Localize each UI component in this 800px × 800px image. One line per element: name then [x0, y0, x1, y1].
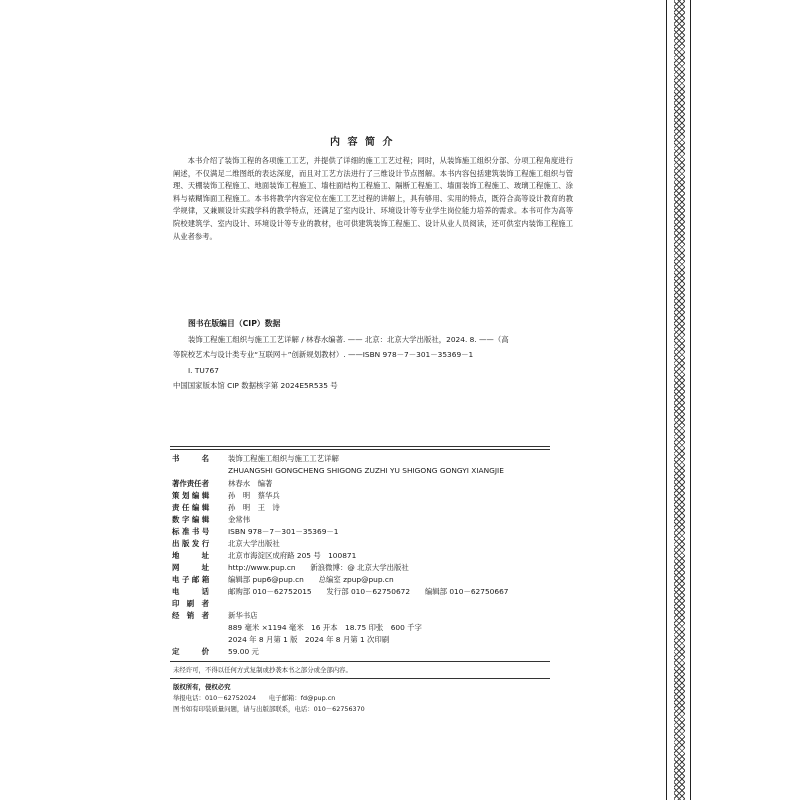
book-value-10: 编辑部 pup6@pup.cn 总编室 zpup@pup.cn [228, 575, 394, 584]
book-label-9: 网 址 [172, 563, 209, 572]
book-value-16: 59.00 元 [228, 647, 259, 656]
book-label-0: 书 名 [172, 454, 209, 463]
book-label-2: 著作责任者 [172, 479, 209, 488]
book-label-16: 定 价 [172, 647, 209, 656]
cip-heading: 图书在版编目（CIP）数据 [188, 319, 281, 328]
book-info-top-rule-thin [170, 449, 550, 450]
book-label-6: 标 准 书 号 [172, 527, 210, 536]
cip-line-3: Ⅰ. TU767 [188, 366, 219, 375]
book-value-11: 邮购部 010－62752015 发行部 010－62750672 编辑部 010－62750667 [228, 587, 509, 596]
book-label-11: 电 话 [172, 587, 209, 596]
book-label-10: 电 子 邮 箱 [172, 575, 210, 584]
book-value-7: 北京大学出版社 [228, 539, 280, 548]
book-value-3: 孙 明 蔡华兵 [228, 491, 280, 500]
page-edge-line-right [690, 0, 691, 800]
book-info-top-rule [170, 446, 550, 447]
book-value-9: http://www.pup.cn 新浪微博：@ 北京大学出版社 [228, 563, 409, 572]
book-value-2: 林春水 编著 [228, 479, 273, 488]
footer-notice: 未经许可，不得以任何方式复制或抄袭本书之部分或全部内容。 [173, 666, 352, 674]
cip-line-1: 装饰工程施工组织与施工工艺详解 / 林春水编著. —— 北京：北京大学出版社，2024. 8. ——（高 [188, 335, 509, 344]
book-label-4: 责 任 编 辑 [172, 503, 210, 512]
book-value-5: 金常伟 [228, 515, 251, 524]
page-edge-hatch [674, 0, 685, 800]
book-label-8: 地 址 [172, 551, 209, 560]
footer-top-rule [170, 661, 550, 662]
intro-title: 内 容 简 介 [330, 137, 395, 148]
intro-paragraph: 本书介绍了装饰工程的各项施工工艺，并提供了详细的施工工艺过程；同时，从装饰施工组织分部、分项工程角度进行阐述，不仅满足二维图纸的表达深度，而且对工艺方法进行了三维设计节点图解。本书内容包括建筑装饰工程施工组织与管理、天棚装饰工程施工、地面装饰工程施工、墙柱面结构工程施工、隔断工程施工、墙面装饰工程施工、玻璃工程施工、涂料与裱糊饰面工程施工。本书将教学内容定位在施工工艺过程的讲解上，具有够用、实用的特点，既符合高等设计教育的教学规律，又兼顾设计实践学科的教学特点，还满足了室内设计、环境设计等专业学生岗位能力培养的需求。本书可作为高等院校建筑学、室内设计、环境设计等专业的教材，也可供建筑装饰工程施工、设计从业人员阅读，还可供室内装饰工程施工从业者参考。 [173, 156, 573, 241]
book-label-7: 出 版 发 行 [172, 539, 210, 548]
cip-line-2: 等院校艺术与设计类专业“互联网＋”创新规划教材）. ——ISBN 978－7－301－35369－1 [173, 350, 474, 359]
book-label-12: 印 刷 者 [172, 599, 209, 608]
book-value-14: 889 毫米 ×1194 毫米 16 开本 18.75 印张 600 千字 [228, 623, 422, 632]
book-value-1: ZHUANGSHI GONGCHENG SHIGONG ZUZHI YU SHIGONG GONGYI XIANGJIE [228, 466, 504, 475]
book-value-6: ISBN 978－7－301－35369－1 [228, 527, 339, 536]
book-value-4: 孙 明 王 诗 [228, 503, 280, 512]
book-value-8: 北京市海淀区成府路 205 号 100871 [228, 551, 357, 560]
footer-mid-rule [170, 678, 550, 679]
book-label-13: 经 销 者 [172, 611, 209, 620]
footer-quality: 图书如有印装质量问题，请与出版部联系，电话：010－62756370 [173, 705, 365, 713]
book-label-5: 数 字 编 辑 [172, 515, 210, 524]
footer-rights: 版权所有，侵权必究 [173, 683, 231, 691]
page-edge-line-left [666, 0, 667, 800]
book-value-0: 装饰工程施工组织与施工工艺详解 [228, 454, 339, 463]
footer-report: 举报电话：010－62752024 电子邮箱：fd@pup.cn [173, 694, 336, 702]
book-value-15: 2024 年 8 月第 1 版 2024 年 8 月第 1 次印刷 [228, 635, 390, 644]
book-label-3: 策 划 编 辑 [172, 491, 210, 500]
book-value-13: 新华书店 [228, 611, 258, 620]
cip-line-4: 中国国家版本馆 CIP 数据核字第 2024E5R535 号 [173, 381, 338, 390]
